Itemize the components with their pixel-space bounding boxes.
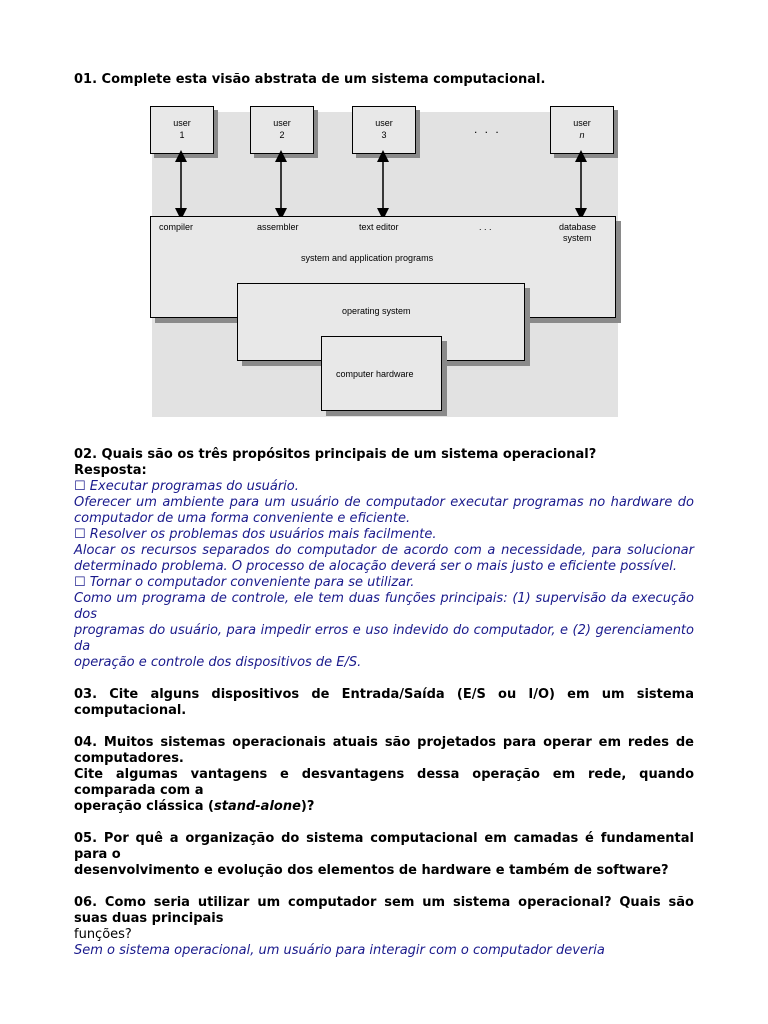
program-database: database (559, 222, 597, 232)
user-2-box: user 2 (250, 106, 314, 154)
answer-6: Sem o sistema operacional, um usuário para interagir com o computador deveria (74, 943, 605, 958)
question-6: 06. Como seria utilizar um computador sem um sistema operacional? Quais são suas duas principais (74, 895, 694, 926)
answer-item-2: ☐ Resolver os problemas dos usuários mais facilmente. (74, 527, 437, 542)
question-5a: 05. Por quê a organização do sistema computacional em camadas é fundamental para o (74, 831, 694, 862)
system-diagram (140, 104, 618, 417)
question-6-cont: funções? (74, 927, 132, 942)
question-1: 01. Complete esta visão abstrata de um sistema computacional. (74, 72, 546, 87)
answer-text-3b: programas do usuário, para impedir erros e uso indevido do computador, e (2) gerenciamento da (74, 623, 694, 654)
program-ellipsis: . . . (479, 222, 492, 232)
question-3: 03. Cite alguns dispositivos de Entrada/Saída (E/S ou I/O) em um sistema computacional. (74, 687, 694, 718)
program-text-editor: text editor (359, 222, 399, 232)
program-compiler: compiler (159, 222, 194, 232)
question-2: 02. Quais são os três propósitos principais de um sistema operacional? (74, 447, 597, 462)
answer-item-1: ☐ Executar programas do usuário. (74, 479, 299, 494)
app-layer-label: system and application programs (301, 253, 434, 263)
user-1-box: user 1 (150, 106, 214, 154)
question-4b: Cite algumas vantagens e desvantagens dessa operação em rede, quando comparada com a (74, 767, 694, 798)
answer-text-2: Alocar os recursos separados do computador de acordo com a necessidade, para solucionar determinado problema. O processo de alocação deverá ser o mais justo e eficiente possível. (74, 543, 694, 574)
question-5b: desenvolvimento e evolução dos elementos de hardware e também de software? (74, 863, 669, 878)
question-4c: operação clássica (stand-alone)? (74, 799, 315, 814)
user-ellipsis: . . . (474, 122, 501, 136)
os-layer-label: operating system (342, 306, 411, 316)
answer-text-1: Oferecer um ambiente para um usuário de computador executar programas no hardware do computador de uma forma conveniente e eficiente. (74, 495, 694, 526)
hardware-layer (321, 336, 442, 411)
answer-text-3c: operação e controle dos dispositivos de E/S. (74, 655, 362, 670)
answer-text-3a: Como um programa de controle, ele tem duas funções principais: (1) supervisão da execução dos (74, 591, 694, 622)
program-assembler: assembler (257, 222, 299, 232)
answer-heading: Resposta: (74, 463, 147, 478)
hw-layer-label: computer hardware (336, 369, 414, 379)
question-4a: 04. Muitos sistemas operacionais atuais são projetados para operar em redes de computadores. (74, 735, 694, 766)
user-3-box: user 3 (352, 106, 416, 154)
user-n-box: user n (550, 106, 614, 154)
program-system: system (563, 233, 592, 243)
answer-item-3: ☐ Tornar o computador conveniente para se utilizar. (74, 575, 415, 590)
arrows (140, 104, 618, 224)
